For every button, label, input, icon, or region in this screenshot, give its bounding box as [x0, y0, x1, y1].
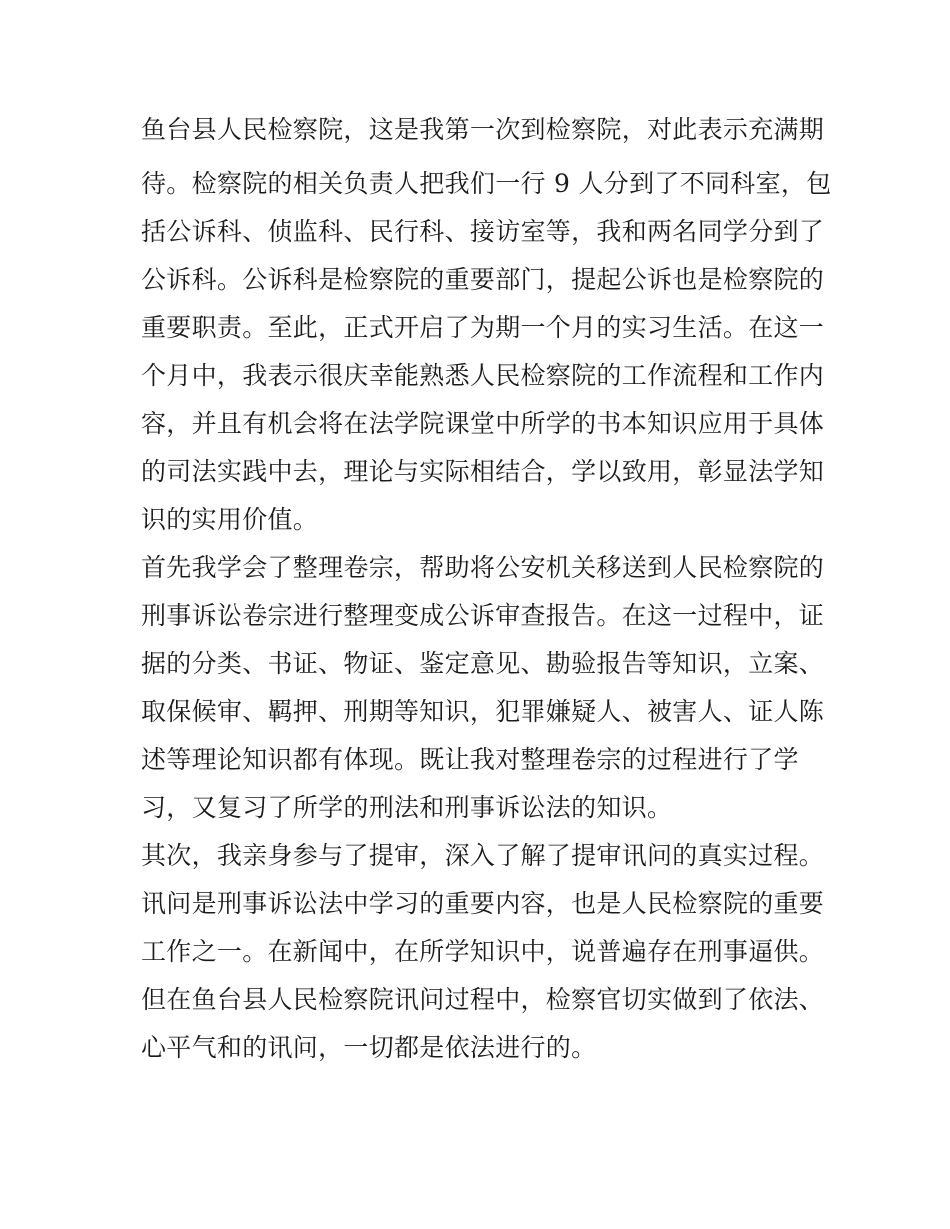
text-line: 讯问是刑事诉讼法中学习的重要内容，也是人民检察院的重要 [141, 889, 825, 918]
text-line: 公诉科。公诉科是检察院的重要部门，提起公诉也是检察院的 [141, 265, 825, 294]
text-line: 重要职责。至此，正式开启了为期一个月的实习生活。在这一 [141, 313, 825, 342]
text-line: 习，又复习了所学的刑法和刑事诉讼法的知识。 [141, 793, 673, 822]
text-line: 刑事诉讼卷宗进行整理变成公诉审查报告。在这一过程中，证 [141, 601, 825, 630]
text-line: 取保候审、羁押、刑期等知识，犯罪嫌疑人、被害人、证人陈 [141, 697, 825, 726]
text-line: 据的分类、书证、物证、鉴定意见、勘验报告等知识，立案、 [141, 649, 825, 678]
text-line: 工作之一。在新闻中，在所学知识中，说普遍存在刑事逼供。 [141, 937, 825, 966]
text-line: 心平气和的讯问，一切都是依法进行的。 [141, 1033, 597, 1062]
text-line: 其次，我亲身参与了提审，深入了解了提审讯问的真实过程。 [141, 841, 825, 870]
text-line: 识的实用价值。 [141, 505, 319, 534]
text-line: 首先我学会了整理卷宗，帮助将公安机关移送到人民检察院的 [141, 553, 825, 582]
text-line: 个月中，我表示很庆幸能熟悉人民检察院的工作流程和工作内 [141, 361, 825, 390]
text-line: 括公诉科、侦监科、民行科、接访室等，我和两名同学分到了 [141, 217, 825, 246]
text-line: 待。检察院的相关负责人把我们一行 9 人分到了不同科室，包 [141, 169, 832, 198]
text-line: 述等理论知识都有体现。既让我对整理卷宗的过程进行了学 [141, 745, 799, 774]
text-line: 但在鱼台县人民检察院讯问过程中，检察官切实做到了依法、 [141, 985, 825, 1014]
text-line: 容，并且有机会将在法学院课堂中所学的书本知识应用于具体 [141, 409, 825, 438]
text-line: 的司法实践中去，理论与实际相结合，学以致用，彰显法学知 [141, 457, 825, 486]
text-line: 鱼台县人民检察院，这是我第一次到检察院，对此表示充满期 [141, 115, 825, 144]
